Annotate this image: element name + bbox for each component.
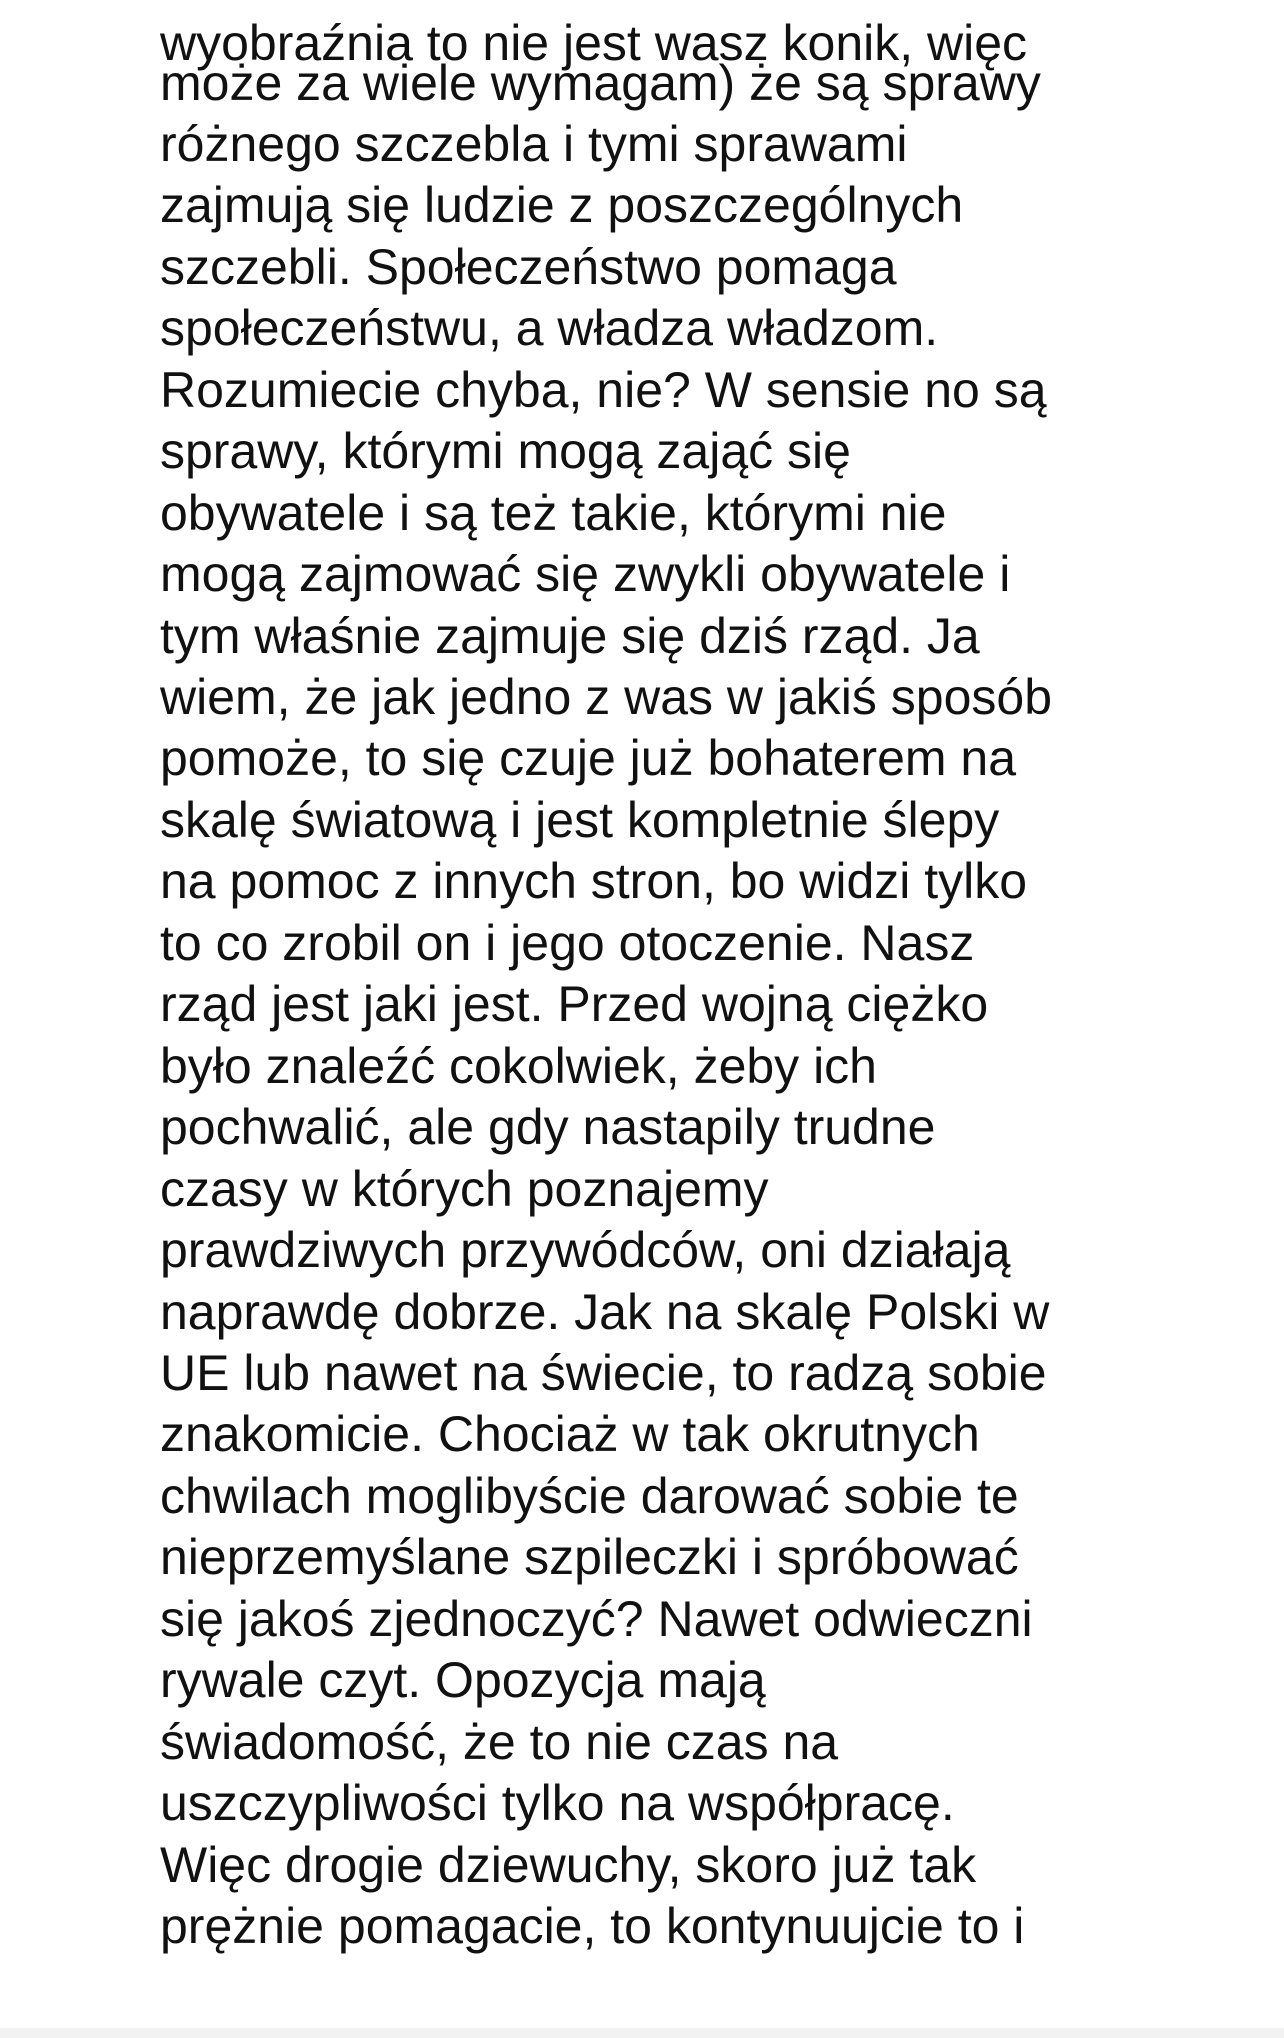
text-line: może za wiele wymagam) że są sprawy	[160, 55, 1041, 111]
text-line: naprawdę dobrze. Jak na skalę Polski w	[160, 1284, 1050, 1340]
text-line: rywale czyt. Opozycja mają	[160, 1652, 766, 1708]
text-line: wiem, że jak jedno z was w jakiś sposób	[160, 669, 1053, 725]
text-line: prężnie pomagacie, to kontynuujcie to i	[160, 1898, 1025, 1954]
text-line: szczebli. Społeczeństwo pomaga	[160, 239, 897, 295]
text-line: skalę światową i jest kompletnie ślepy	[160, 792, 1000, 848]
text-line: czasy w których poznajemy	[160, 1161, 769, 1217]
text-line: różnego szczebla i tymi sprawami	[160, 116, 908, 172]
text-line: wyobraźnia to nie jest wasz konik, więc	[160, 15, 1028, 71]
text-line: to co zrobil on i jego otoczenie. Nasz	[160, 915, 975, 971]
text-line: mogą zajmować się zwykli obywatele i	[160, 546, 1011, 602]
text-line: Więc drogie dziewuchy, skoro już tak	[160, 1837, 977, 1893]
text-line: UE lub nawet na świecie, to radzą sobie	[160, 1345, 1047, 1401]
text-line: zajmują się ludzie z poszczególnych	[160, 177, 964, 233]
text-line: społeczeństwu, a władza władzom.	[160, 300, 939, 356]
text-line: było znaleźć cokolwiek, żeby ich	[160, 1038, 877, 1094]
text-line: na pomoc z innych stron, bo widzi tylko	[160, 853, 1028, 909]
text-line: pomoże, to się czuje już bohaterem na	[160, 730, 1017, 786]
text-line: sprawy, którymi mogą zająć się	[160, 423, 851, 479]
text-line: uszczypliwości tylko na współpracę.	[160, 1775, 955, 1831]
text-line: pochwalić, ale gdy nastapily trudne	[160, 1099, 936, 1155]
text-line: obywatele i są też takie, którymi nie	[160, 485, 947, 541]
text-line: chwilach moglibyście darować sobie te	[160, 1468, 1019, 1524]
text-line: znakomicie. Chociaż w tak okrutnych	[160, 1406, 980, 1462]
text-line: Rozumiecie chyba, nie? W sensie no są	[160, 362, 1047, 418]
text-line: tym właśnie zajmuje się dziś rząd. Ja	[160, 608, 980, 664]
text-line: się jakoś zjednoczyć? Nawet odwieczni	[160, 1591, 1033, 1647]
bottom-divider	[0, 2028, 1284, 2038]
text-line: prawdziwych przywódców, oni działają	[160, 1222, 1011, 1278]
text-line: nieprzemyślane szpileczki i spróbować	[160, 1529, 1019, 1585]
text-line: rząd jest jaki jest. Przed wojną ciężko	[160, 976, 989, 1032]
text-line: świadomość, że to nie czas na	[160, 1714, 839, 1770]
